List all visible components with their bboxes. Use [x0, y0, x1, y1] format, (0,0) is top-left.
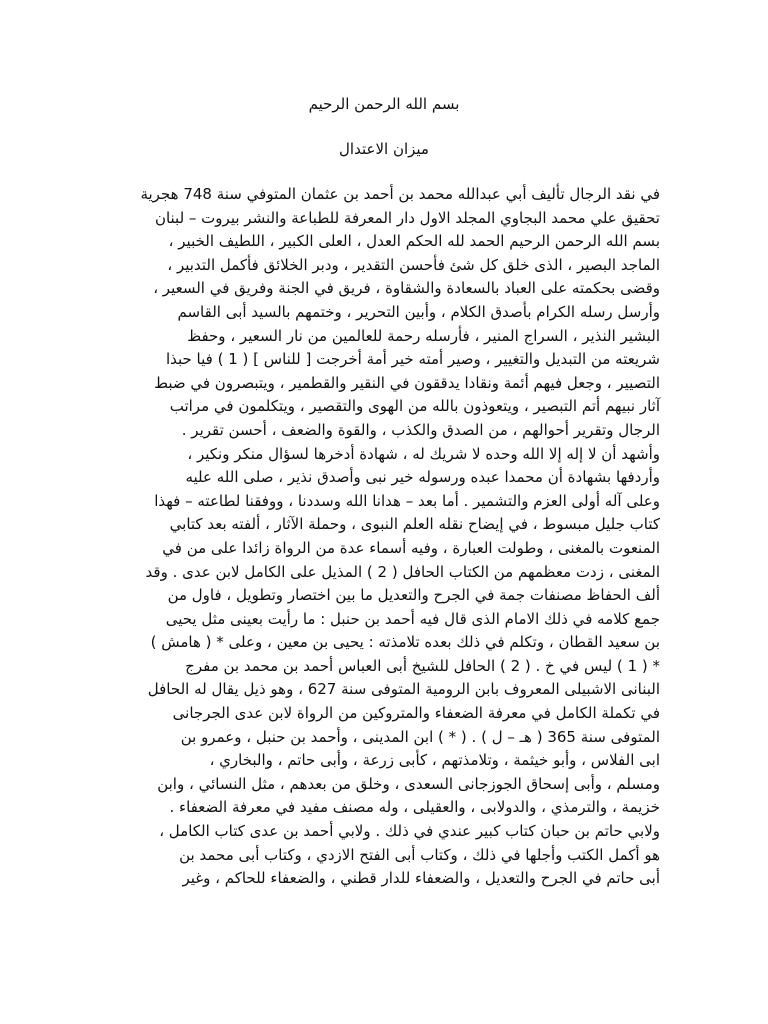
text-line: وقضى بحكمته على العباد بالسعادة والشقاوة ، فريق في الجنة وفريق في السعير ، — [153, 279, 660, 298]
text-line: الرجال وتقرير أحوالهم ، من الصدق والكذب ، والقوة والضعف ، أحسن تقرير . — [181, 420, 660, 439]
text-line: * ( 1 ) ليس في خ . ( 2 ) الحافل للشيخ أبى العباس أحمد بن محمد بن مفرج — [185, 656, 660, 675]
text-line: في نقد الرجال تأليف أبي عبدالله محمد بن أحمد بن عثمان المتوفي سنة 748 هجرية — [140, 185, 660, 203]
text-line: ومسلم ، وأبى إسحاق الجوزجانى السعدى ، وخلق من بعدهم ، مثل النسائي ، وابن — [157, 774, 660, 793]
text-line: بن سعيد القطان ، وتكلم في ذلك بعده تلامذته : يحيى بن معين ، وعلى * ( هامش ) — [150, 633, 660, 652]
text-line: وأشهد أن لا إله إلا الله وحده لا شريك له ، شهادة أدخرها لسؤال منكر ونكير ، — [187, 444, 660, 463]
text-line: المتوفى سنة 365 ( هـ – ل ) . ( * ) ابن المدينى ، وأحمد بن حنبل ، وعمرو بن — [180, 727, 660, 746]
text-line: المنعوت بالمغنى ، وطولت العبارة ، وفيه أسماء عدة من الرواة زائدا على من في — [162, 538, 660, 557]
text-line: وأرسل رسله الكرام بأصدق الكلام ، وأبين التحرير ، وختمهم بالسيد أبى القاسم — [177, 302, 660, 321]
text-line: المغنى ، زدت معظمهم من الكتاب الحافل ( 2 ) المذيل على الكامل لابن عدى . وقد — [145, 562, 660, 581]
text-line: ابى الفلاس ، وأبو خيثمة ، وتلامذتهم ، كأبى زرعة ، وأبى حاتم ، والبخاري ، — [209, 751, 660, 770]
text-line: في تكملة الكامل في معرفة الضعفاء والمتروكين من الرواة لابن عدى الجرجانى — [172, 704, 660, 723]
text-line: خزيمة ، والترمذي ، والدولابى ، والعقيلى ، وله مصنف مفيد في معرفة الضعفاء . — [169, 798, 660, 817]
text-line: وأردفها بشهادة أن محمدا عبده ورسوله خير نبى وأصدق نذير ، صلى الله عليه — [185, 468, 660, 487]
text-line: تحقيق علي محمد البجاوي المجلد الاول دار المعرفة للطباعة والنشر بيروت – لبنان — [154, 208, 660, 227]
text-line: كتاب جليل مبسوط ، في إيضاح نقله العلم النبوى ، وحملة الآثار ، ألفته بعد كتابي — [169, 515, 660, 534]
text-line: أبى حاتم في الجرح والتعديل ، والضعفاء للدار قطني ، والضعفاء للحاكم ، وغير — [182, 869, 660, 888]
text-line: آثار نبيهم أتم التبصير ، ويتعوذون بالله من الهوى والتقصير ، ويتكلمون في مراتب — [169, 397, 660, 416]
text-line: هو أكمل الكتب وأجلها في ذلك ، وكتاب أبى الفتح الازدي ، وكتاب أبى محمد بن — [179, 845, 660, 864]
text-line: الماجد البصير ، الذى خلق كل شئ فأحسن التقدير ، ودبر الخلائق فأكمل التدبير ، — [167, 255, 660, 274]
body-text — [118, 183, 660, 891]
text-line: ألف الحفاظ مصنفات جمة في الجرح والتعديل ما بين اختصار وتطويل ، فاول من — [167, 586, 660, 605]
text-line: ولابي حاتم بن حبان كتاب كبير عندي في ذلك . ولابي أحمد بن عدى كتاب الكامل ، — [159, 822, 660, 841]
text-line: التصيير ، وجعل فيهم أئمة ونقادا يدققون في النقير والقطمير ، ويتبصرون في ضبط — [154, 373, 660, 392]
text-line: بسم الله الرحمن الرحيم الحمد لله الحكم العدل ، العلى الكبير ، اللطيف الخبير ، — [168, 232, 660, 251]
text-line: البنانى الاشبيلى المعروف بابن الرومية المتوفى سنة 627 ، وهو ذيل يقال له الحافل — [147, 680, 660, 699]
text-line: جمع كلامه في ذلك الامام الذى قال فيه أحمد بن حنبل : ما رأيت بعينى مثل يحيى — [165, 609, 660, 628]
text-line: البشير النذير ، السراج المنير ، فأرسله رحمة للعالمين من نار السعير ، وحفظ — [187, 326, 660, 345]
text-line: وعلى آله أولى العزم والتشمير . أما بعد – هدانا الله وسددنا ، ووفقنا لطاعته – فهذا — [154, 491, 660, 510]
text-line: شريعته من التبديل والتغيير ، وصير أمته خير أمة أخرجت [ للناس ] ( 1 ) فيا حبذا — [165, 350, 660, 369]
basmala-heading: بسم الله الرحمن الرحيم — [308, 95, 460, 113]
book-title: ميزان الاعتدال — [339, 140, 429, 158]
